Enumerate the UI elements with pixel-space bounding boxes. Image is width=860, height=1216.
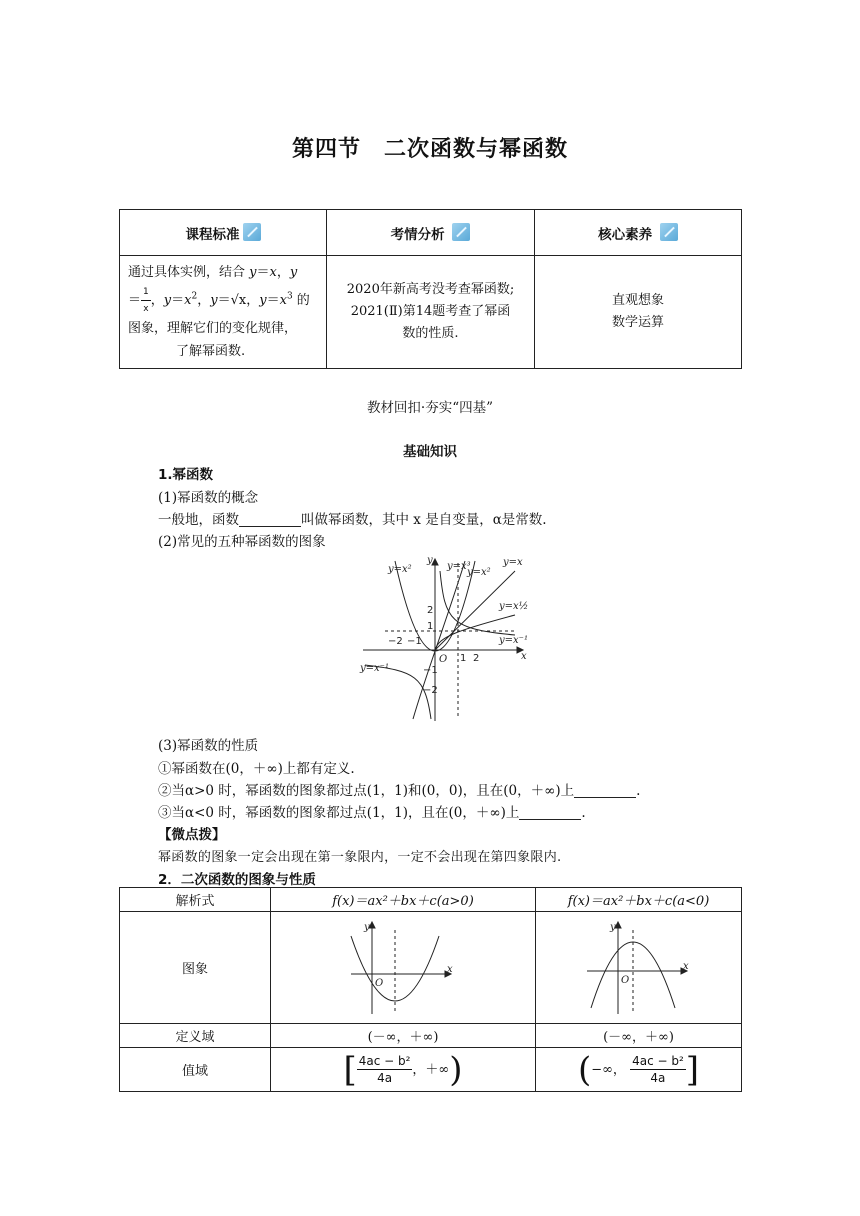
row-label-domain: 定义域 bbox=[120, 1024, 271, 1048]
answer-blank bbox=[574, 783, 636, 798]
tick-x-neg1: −1 bbox=[407, 636, 422, 647]
axis-y-label: y bbox=[427, 555, 433, 566]
heading-properties: (3)幂函数的性质 bbox=[158, 738, 259, 754]
header-standard: 课程标准 bbox=[120, 210, 327, 256]
power-function-graph bbox=[355, 551, 535, 723]
heading-concept: (1)幂函数的概念 bbox=[158, 490, 259, 506]
svg-text:O: O bbox=[375, 977, 384, 989]
header-literacy: 核心素养 bbox=[535, 210, 742, 256]
expression-neg: f(x)＝ax²＋bx＋c(a<0) bbox=[536, 888, 742, 912]
tick-x-neg2: −2 bbox=[388, 636, 403, 647]
domain-neg: (－∞，＋∞) bbox=[536, 1024, 742, 1048]
parabola-up-graph bbox=[347, 916, 459, 1016]
heading-power-function: 1.幂函数 bbox=[158, 467, 214, 483]
label-x2-left: y=x² bbox=[388, 564, 412, 575]
analysis-cell: 2020年新高考没考查幂函数; 2021(Ⅱ)第14题考查了幂函 数的性质. bbox=[327, 256, 535, 369]
pen-icon bbox=[660, 223, 678, 241]
label-x: y=x bbox=[503, 557, 523, 568]
heading-graphs: (2)常见的五种幂函数的图象 bbox=[158, 534, 326, 550]
row-label-expression: 解析式 bbox=[120, 888, 271, 912]
graph-pos-cell bbox=[271, 912, 536, 1024]
tip-title: 【微点拨】 bbox=[158, 827, 226, 843]
subheader: 基础知识 bbox=[403, 444, 457, 460]
heading-quadratic: 2．二次函数的图象与性质 bbox=[158, 872, 316, 888]
domain-pos: (－∞，＋∞) bbox=[271, 1024, 536, 1048]
literacy-cell: 直观想象 数学运算 bbox=[535, 256, 742, 369]
axis-x-label: x bbox=[521, 651, 527, 662]
expression-pos: f(x)＝ax²＋bx＋c(a>0) bbox=[271, 888, 536, 912]
property-1: ①幂函数在(0，＋∞)上都有定义. bbox=[158, 761, 355, 777]
curriculum-table bbox=[119, 209, 742, 369]
label-x2: y=x² bbox=[467, 567, 491, 578]
y-axis-arrow bbox=[432, 559, 438, 565]
pen-icon bbox=[452, 223, 470, 241]
parabola-down-graph bbox=[583, 916, 695, 1016]
pen-icon bbox=[243, 223, 261, 241]
label-half: y=x½ bbox=[499, 601, 529, 612]
tip-text: 幂函数的图象一定会出现在第一象限内，一定不会出现在第四象限内. bbox=[158, 850, 562, 865]
answer-blank bbox=[519, 805, 581, 820]
range-pos: [ $\frac{\text{4ac − b²}}{4a}$ ，＋∞) bbox=[271, 1048, 536, 1092]
svg-text:x: x bbox=[447, 963, 453, 975]
property-3: ③当α<0 时，幂函数的图象都过点(1，1)，且在(0，＋∞)上 . bbox=[158, 805, 586, 821]
range-neg: (−∞， $\frac{\text{4ac − b²}}{4a}$ ] bbox=[536, 1048, 742, 1092]
answer-blank bbox=[239, 512, 301, 527]
quadratic-table bbox=[119, 887, 742, 1092]
tick-x-1: 1 bbox=[460, 653, 467, 664]
tick-y-neg1: −1 bbox=[423, 665, 438, 676]
svg-text:x: x bbox=[682, 960, 689, 972]
tick-y-neg2: −2 bbox=[423, 685, 438, 696]
svg-text:O: O bbox=[620, 974, 629, 986]
tick-y-1: 1 bbox=[427, 621, 434, 632]
graph-neg-cell bbox=[536, 912, 742, 1024]
property-2: ②当α>0 时，幂函数的图象都过点(1，1)和(0，0)，且在(0，＋∞)上 . bbox=[158, 783, 641, 799]
section-header: 教材回扣·夯实“四基” bbox=[366, 400, 494, 416]
tick-y-2: 2 bbox=[427, 605, 434, 616]
svg-text:y: y bbox=[364, 921, 370, 933]
label-inv-right: y=x⁻¹ bbox=[499, 635, 528, 646]
row-label-graph: 图象 bbox=[120, 912, 271, 1024]
definition-line: 一般地，函数 叫做幂函数，其中 x 是自变量，α是常数. bbox=[158, 512, 547, 528]
page-title: 第四节 二次函数与幂函数 bbox=[291, 137, 568, 162]
origin-label: O bbox=[439, 654, 448, 665]
label-x3: y=x³ bbox=[447, 561, 471, 572]
standard-cell: 通过具体实例，结合 y＝x，y ＝ $\frac{1}{x}$ ，$y=x^2$，y＝√x，$y=x^3$ 的 图象，理解它们的变化规律， 了解幂函数. bbox=[120, 256, 327, 369]
row-label-range: 值域 bbox=[120, 1048, 271, 1092]
label-inv-left: y=x⁻¹ bbox=[360, 663, 389, 674]
svg-text:y: y bbox=[609, 921, 616, 933]
header-analysis: 考情分析 bbox=[327, 210, 535, 256]
tick-x-2: 2 bbox=[473, 653, 480, 664]
